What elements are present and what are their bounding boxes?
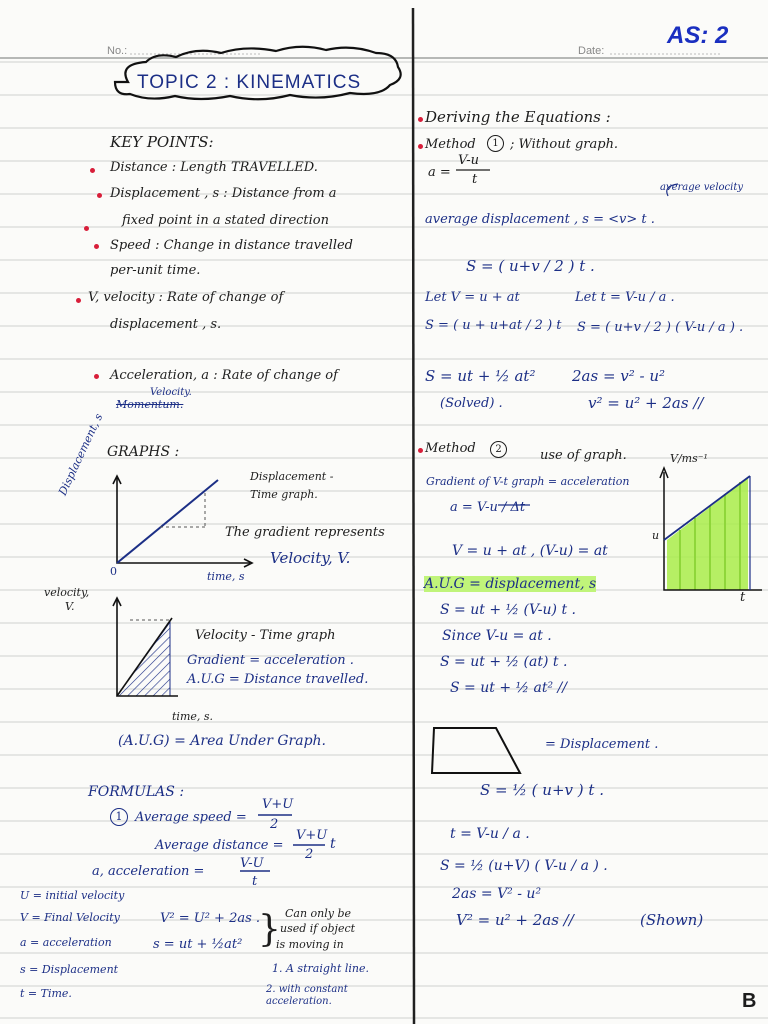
shown-label: (Shown) bbox=[640, 911, 704, 929]
graph2-aug: A.U.G = Distance travelled. bbox=[187, 672, 369, 687]
kp-speed: Speed : Change in distance travelled bbox=[110, 238, 353, 253]
avg-velocity-note: average velocity bbox=[660, 182, 744, 193]
legend-cond1: 1. A straight line. bbox=[272, 962, 370, 975]
method1-number: 1 bbox=[487, 135, 504, 152]
s-result1-b: (Solved) . bbox=[440, 396, 503, 411]
graph2-y-label-2: V. bbox=[65, 600, 75, 613]
brace: } bbox=[258, 909, 281, 950]
s-line1: S = ut + ½ (V-u) t . bbox=[440, 602, 576, 618]
let-t: Let t = V-u / a . bbox=[575, 290, 675, 305]
graph1-title: Displacement - Time graph. bbox=[250, 470, 334, 501]
eq-a: 2as = V² - u² bbox=[452, 886, 542, 902]
s-line3: S = ut + ½ (at) t . bbox=[440, 654, 568, 670]
graph1-y-label: Displacement, s bbox=[56, 411, 106, 498]
s-result1: S = ut + ½ at² bbox=[425, 367, 536, 385]
legend-note-2: used if object bbox=[280, 922, 356, 935]
method1-label: Method bbox=[425, 137, 476, 152]
gradient-note: Gradient of V-t graph = acceleration bbox=[426, 475, 630, 488]
legend-t: t = Time. bbox=[20, 987, 72, 1000]
aug-label: A.U.G = displacement, s bbox=[424, 576, 597, 592]
graph1-origin: 0 bbox=[110, 565, 117, 578]
kp-displacement: Displacement , s : Distance from a bbox=[110, 186, 337, 201]
key-points-heading: KEY POINTS: bbox=[110, 133, 214, 151]
graph-t-label: t bbox=[740, 590, 746, 605]
method2-desc: use of graph. bbox=[540, 448, 627, 463]
avg-speed-den: 2 bbox=[270, 817, 279, 832]
a-eq: a = bbox=[428, 165, 451, 180]
legend-cond2: 2. with constant acceleration. bbox=[266, 984, 348, 1007]
s-result2-b: v² = u² + 2as // bbox=[588, 394, 704, 412]
kp-displacement-cont: fixed point in a stated direction bbox=[122, 213, 329, 228]
method2-label: Method bbox=[425, 441, 476, 456]
legend-a: a = acceleration bbox=[20, 936, 112, 949]
let-v: Let V = u + at bbox=[425, 290, 520, 305]
s-line2: Since V-u = at . bbox=[442, 628, 552, 644]
kp-velocity-cont: displacement , s. bbox=[110, 317, 222, 332]
a-eq-2: a = V-u / Δt bbox=[450, 500, 526, 515]
formula-number: 1 bbox=[110, 808, 128, 826]
legend-eq1: V² = U² + 2as . bbox=[160, 911, 261, 926]
avg-dist-label: Average distance = bbox=[155, 838, 284, 853]
s-result2: 2as = v² - u² bbox=[572, 367, 666, 385]
graph1-velocity: Velocity, V. bbox=[270, 549, 351, 567]
aug-definition: (A.U.G) = Area Under Graph. bbox=[118, 733, 327, 749]
kp-crossed-momentum: Momentum. bbox=[116, 398, 184, 411]
date-label: Date: bbox=[578, 45, 605, 57]
graph2-y-label: velocity, bbox=[44, 586, 90, 599]
method2-number: 2 bbox=[490, 441, 507, 458]
s-trap2: S = ½ (u+V) ( V-u / a ) . bbox=[440, 858, 608, 874]
corner-mark: B bbox=[742, 990, 757, 1012]
no-label: No.: bbox=[107, 45, 128, 57]
graph-u-label: u bbox=[652, 529, 660, 542]
avg-dist-den: 2 bbox=[305, 847, 314, 862]
s-sub1: S = ( u + u+at / 2 ) t bbox=[425, 318, 562, 333]
formulas-heading: FORMULAS : bbox=[88, 784, 185, 800]
v-axis-label: V/ms⁻¹ bbox=[670, 452, 708, 465]
legend-note-1: Can only be bbox=[285, 907, 352, 920]
method1-desc: ; Without graph. bbox=[510, 137, 619, 152]
eq-b: V² = u² + 2as // bbox=[456, 911, 574, 929]
avg-displacement: average displacement , s = <v> t . bbox=[425, 212, 655, 227]
graph2-x-label: time, s. bbox=[172, 710, 214, 723]
derive-heading: Deriving the Equations : bbox=[425, 108, 611, 126]
legend-eq2: s = ut + ½at² bbox=[153, 937, 243, 952]
kp-speed-cont: per-unit time. bbox=[110, 263, 201, 278]
legend-note-3: is moving in bbox=[276, 938, 344, 951]
trap-eq: = Displacement . bbox=[545, 737, 659, 752]
kp-velocity: V, velocity : Rate of change of bbox=[88, 290, 284, 305]
avg-dist-num: V+U bbox=[296, 828, 328, 843]
avg-speed-num: V+U bbox=[262, 797, 294, 812]
graph1-note: The gradient represents bbox=[225, 525, 385, 540]
page-title: TOPIC 2 : KINEMATICS bbox=[137, 72, 362, 93]
s-line4: S = ut + ½ at² // bbox=[450, 680, 567, 696]
graphs-heading: GRAPHS : bbox=[107, 444, 180, 460]
graph2-title: Velocity - Time graph bbox=[195, 628, 336, 643]
avg-dist-t: t bbox=[330, 836, 336, 852]
accel-den: t bbox=[252, 874, 258, 889]
page-code: AS: 2 bbox=[667, 22, 729, 49]
s-trap: S = ½ ( u+v ) t . bbox=[480, 781, 604, 799]
accel-label: a, acceleration = bbox=[92, 864, 205, 879]
kp-acceleration: Acceleration, a : Rate of change of bbox=[110, 368, 338, 383]
t-eq: t = V-u / a . bbox=[450, 826, 530, 842]
legend-s: s = Displacement bbox=[20, 963, 119, 976]
v-eq: V = u + at , (V-u) = at bbox=[452, 543, 608, 559]
s-eq: S = ( u+v / 2 ) t . bbox=[466, 257, 595, 275]
a-num: V-u bbox=[458, 153, 479, 168]
avg-speed-label: Average speed = bbox=[135, 810, 247, 825]
kp-velocity-correction: Velocity. bbox=[150, 387, 192, 398]
a-den: t bbox=[472, 172, 478, 187]
accel-num: V-U bbox=[240, 856, 264, 871]
legend-v: V = Final Velocity bbox=[20, 911, 120, 924]
graph1-x-label: time, s bbox=[207, 570, 245, 583]
legend-u: U = initial velocity bbox=[20, 889, 125, 902]
s-sub2: S = ( u+v / 2 ) ( V-u / a ) . bbox=[577, 320, 744, 335]
kp-distance: Distance : Length TRAVELLED. bbox=[110, 160, 318, 175]
graph2-gradient: Gradient = acceleration . bbox=[187, 653, 354, 668]
